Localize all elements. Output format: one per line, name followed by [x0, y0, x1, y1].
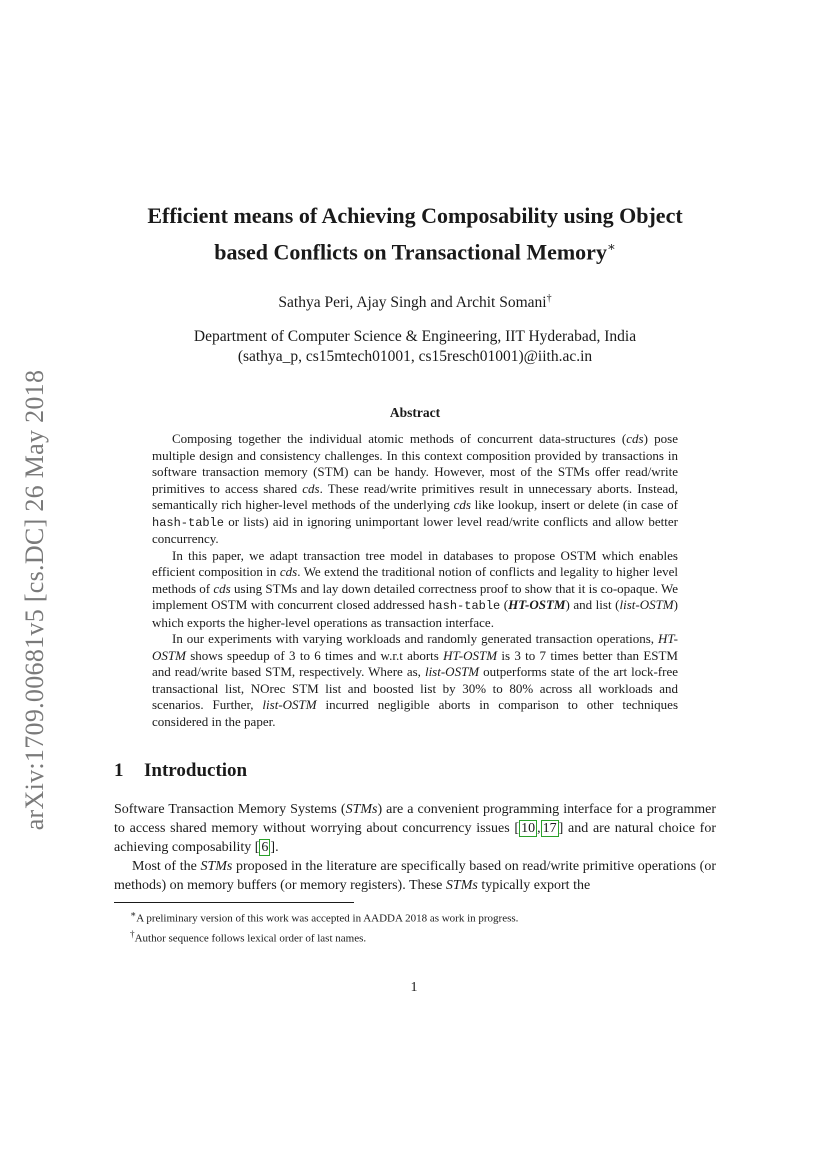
- footnote-text: Author sequence follows lexical order of last names.: [134, 932, 367, 945]
- footnote: [130, 907, 716, 927]
- abstract-paragraph: [152, 431, 678, 548]
- body-paragraph: Software Transaction Memory Systems (STMs) are a convenient programming interface for a programmer to access shared memory without worrying about concurrency issues [ 10 , 17 ] and are natural choice for achieving composability [ 6 ].: [114, 802, 716, 856]
- affiliation: [114, 327, 716, 367]
- cds-term: cds: [453, 497, 471, 513]
- paper-page: [114, 200, 716, 947]
- abstract-text: shows speedup of 3 to 6 times and w.r.t aborts: [185, 647, 444, 663]
- abstract-text: using STMs and lay down detailed correctness proof to show that it is co-opaque. We implement OSTM with concurrent closed addressed: [152, 580, 678, 613]
- hash-table-term: hash-table: [152, 515, 225, 530]
- abstract-text: incurred negligible aborts in comparison to other techniques considered in the paper.: [152, 697, 679, 729]
- authors-footnote-mark: †: [546, 293, 552, 305]
- footnote-text: A preliminary version of this work was accepted in AADDA 2018 as work in progress.: [136, 913, 519, 926]
- body-text: proposed in the literature are specifically based on read/write primitive operations (or methods) on memory buffers (or memory registers). These: [114, 859, 716, 894]
- author-list: [114, 293, 716, 312]
- cds-term: cds: [626, 431, 644, 447]
- abstract-text: (: [500, 597, 509, 613]
- ht-ostm-term: HT-OSTM: [508, 597, 566, 613]
- footnote-mark: ∗: [130, 909, 137, 920]
- authors-text: Sathya Peri, Ajay Singh and Archit Somani: [278, 294, 547, 312]
- title-line-2: based Conflicts on Transactional Memory: [214, 239, 607, 265]
- stms-term: STMs: [345, 802, 378, 818]
- body-text: .: [275, 840, 279, 856]
- footnotes: [114, 907, 716, 946]
- abstract-text: Composing together the individual atomic methods of concurrent data-structures (: [172, 431, 627, 447]
- citation-link[interactable]: 17: [542, 821, 557, 837]
- cds-term: cds: [213, 580, 231, 596]
- abstract-text: ) which exports the higher-level operations as transaction interface.: [152, 597, 678, 630]
- ht-ostm-term: HT-OSTM: [443, 647, 498, 663]
- body-paragraph: [114, 857, 716, 895]
- abstract-paragraph: [152, 548, 678, 632]
- title-line-1: Efficient means of Achieving Composability using Object: [147, 203, 683, 228]
- body-text: typically export the: [477, 878, 591, 894]
- introduction-body: [114, 800, 716, 895]
- hash-table-term: hash-table: [428, 599, 501, 614]
- abstract-text: or lists) aid in ignoring unimportant lower level read/write conflicts and allow better concurrency.: [152, 513, 678, 547]
- list-ostm-term: list-OSTM: [262, 697, 317, 713]
- citation-link[interactable]: 10: [521, 821, 536, 837]
- citation-link[interactable]: 6: [261, 840, 269, 856]
- page-number: 1: [410, 980, 418, 995]
- abstract-text: . We extend the traditional notion of conflicts and legality to higher level methods of: [152, 564, 678, 596]
- list-ostm-term: list-OSTM: [424, 664, 480, 680]
- body-text: Most of the: [132, 859, 201, 875]
- abstract-text: In this paper, we adapt transaction tree model in databases to propose OSTM which enables efficient composition in: [152, 547, 678, 580]
- body-text: and are natural choice for achieving composability: [114, 821, 716, 856]
- ht-ostm-term: HT-OSTM: [152, 631, 678, 663]
- section-number: 1: [114, 760, 124, 782]
- body-text: Software Transaction Memory Systems (: [114, 802, 346, 818]
- abstract-heading: Abstract: [389, 405, 441, 421]
- footnote-divider: [114, 902, 354, 903]
- section-heading-introduction: [114, 760, 716, 782]
- abstract-text: is 3 to 7 times better than ESTM and read/write based STM, respectively. Where as,: [152, 647, 678, 680]
- abstract-text: ) and list (: [565, 597, 620, 613]
- cds-term: cds: [302, 480, 320, 496]
- abstract-text: ) pose multiple design and consistency challenges. In this context composition provided by transactions in software transaction memory (STM) can be handy. However, most of the STMs offer read/write primitives to access shared: [152, 431, 678, 496]
- abstract-text: like lookup, insert or delete (in case of: [470, 497, 678, 513]
- stms-term: STMs: [445, 878, 478, 894]
- affiliation-line-1: Department of Computer Science & Engineering, IIT Hyderabad, India: [193, 328, 637, 346]
- affiliation-emails: (sathya_p, cs15mtech01001, cs15resch01001)@iith.ac.in: [237, 348, 593, 366]
- list-ostm-term: list-OSTM: [619, 597, 674, 613]
- footnote-mark: †: [130, 929, 135, 940]
- stms-term: STMs: [200, 859, 233, 875]
- paper-title: [114, 200, 716, 267]
- footnote: [130, 927, 716, 947]
- section-title: Introduction: [144, 760, 248, 782]
- abstract-paragraph: [152, 631, 678, 730]
- cds-term: cds: [279, 564, 298, 580]
- body-text: ) are a convenient programming interface for a programmer to access shared memory without worrying about concurrency issues: [114, 802, 716, 837]
- abstract-text: outperforms state of the art lock-free transactional list, NOrec STM list and boosted list by 30% to 80% across all workloads and scenarios. Further,: [152, 664, 678, 713]
- title-footnote-mark: ∗: [606, 239, 616, 254]
- abstract-text: In our experiments with varying workloads and randomly generated transaction operations,: [172, 631, 659, 647]
- abstract-text: . These read/write primitives result in unnecessary aborts. Instead, semantically rich higher-level methods of the underlying: [152, 480, 678, 513]
- abstract-body: [152, 431, 678, 730]
- arxiv-identifier-stamp: arXiv:1709.00681v5 [cs.DC] 26 May 2018: [20, 369, 49, 831]
